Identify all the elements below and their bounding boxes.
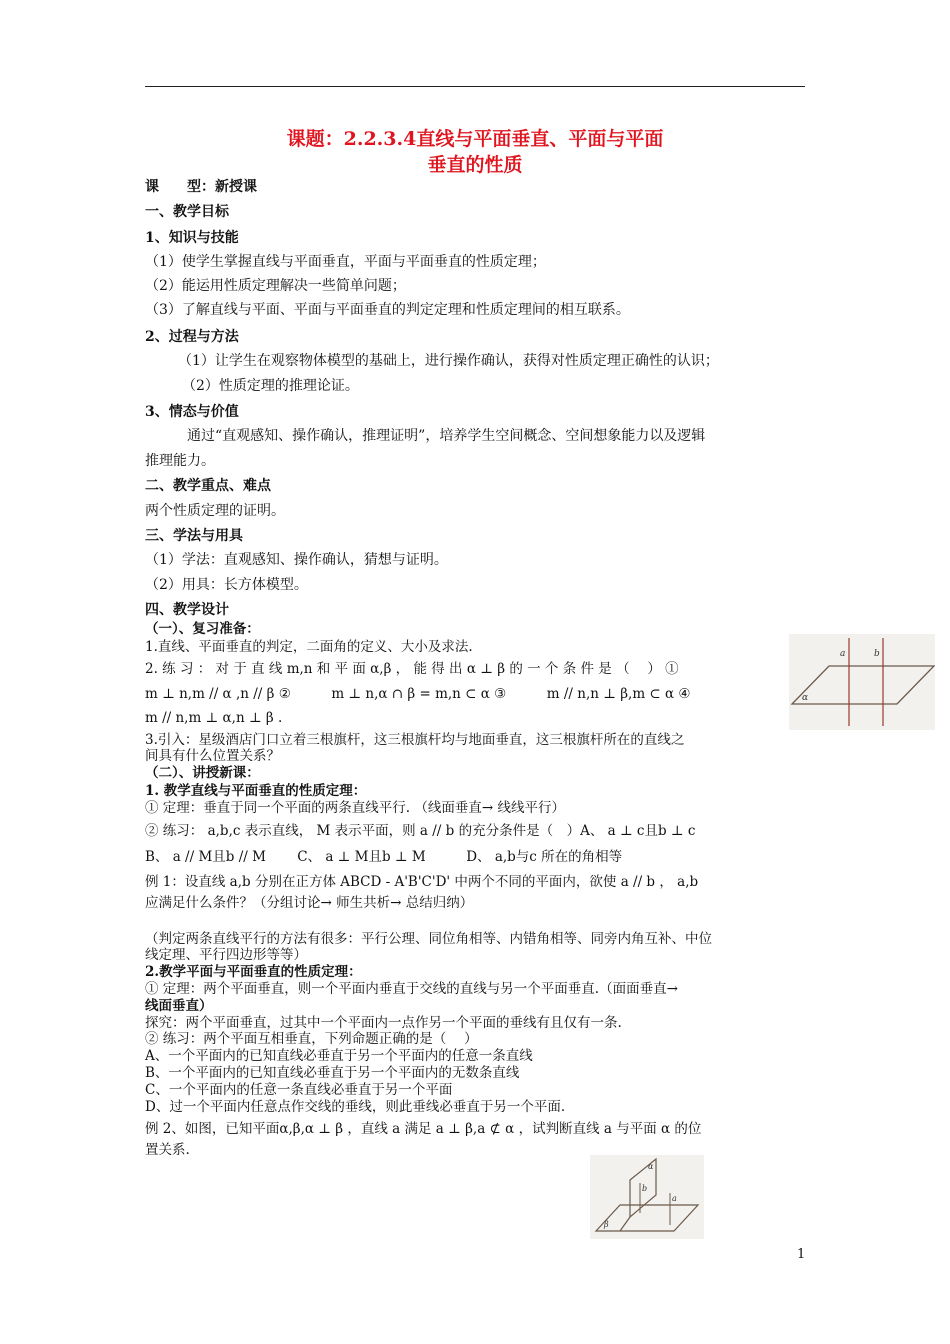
process-item: （2）性质定理的推理论证。 <box>182 378 359 394</box>
subheading-knowledge: 1、知识与技能 <box>145 230 239 246</box>
figure1-label-b: b <box>874 649 880 659</box>
goal-item: （2）能运用性质定理解决一些简单问题； <box>145 278 406 294</box>
section-heading-methods: 三、学法与用具 <box>145 528 243 544</box>
example-1: 应满足什么条件？（分组讨论→ 师生共析→ 总结归纳） <box>145 895 474 911</box>
theorem-2: 线面垂直） <box>145 998 213 1014</box>
exercise-2-option: D、过一个平面内任意点作交线的垂线，则此垂线必垂直于另一个平面. <box>145 1099 566 1115</box>
header-rule <box>145 86 805 87</box>
methods-item: （2）用具：长方体模型。 <box>145 577 308 593</box>
explore-text: 探究：两个平面垂直，过其中一个平面内一点作另一个平面的垂线有且仅有一条. <box>145 1015 622 1031</box>
section-heading-design: 四、教学设计 <box>145 602 229 618</box>
section-heading-goals: 一、教学目标 <box>145 204 229 220</box>
process-item: （1）让学生在观察物体模型的基础上，进行操作确认，获得对性质定理正确性的认识； <box>178 353 719 369</box>
note-text: 线定理、平行四边形等等） <box>145 947 307 963</box>
lesson-title-line2: 垂直的性质 <box>427 154 523 176</box>
class-type: 课 型：新授课 <box>145 179 257 195</box>
subheading-values: 3、情态与价值 <box>145 404 239 420</box>
figure1-label-a: a <box>840 649 846 659</box>
subheading-process: 2、过程与方法 <box>145 329 239 345</box>
theorem-1: ① 定理：垂直于同一个平面的两条直线平行. （线面垂直→ 线线平行） <box>145 800 565 816</box>
figure-perpendicular-planes <box>590 1155 704 1239</box>
methods-item: （1）学法：直观感知、操作确认，猜想与证明。 <box>145 552 448 568</box>
page-number: 1 <box>797 1247 806 1262</box>
theorem-heading-2: 2.教学平面与平面垂直的性质定理： <box>145 964 362 980</box>
intro-text: 间具有什么位置关系？ <box>145 748 280 764</box>
exercise-2-option: C、一个平面内的任意一条直线必垂直于另一个平面 <box>145 1082 453 1098</box>
figure-plane-two-perpendicular-lines <box>789 634 935 730</box>
theorem-heading-1: 1. 教学直线与平面垂直的性质定理： <box>145 783 367 799</box>
review-item: 1.直线、平面垂直的判定，二面角的定义、大小及求法. <box>145 639 473 655</box>
lesson-title-line1: 课题：2.2.3.4直线与平面垂直、平面与平面 <box>286 128 664 150</box>
exercise-options: m ⊥ n,m // α ,n // β ② m ⊥ n,α ∩ β = m,n ⊂ α ③ m // n,n ⊥ β,m ⊂ α ④ <box>145 686 691 702</box>
exercise-options: m // n,m ⊥ α,n ⊥ β . <box>145 710 283 726</box>
exercise-1: ② 练习： a,b,c 表示直线， M 表示平面，则 a // b 的充分条件是（ ）A、 a ⊥ c且b ⊥ c <box>145 823 696 839</box>
values-text: 通过“直观感知、操作确认，推理证明”，培养学生空间概念、空间想象能力以及逻辑 <box>187 428 706 444</box>
example-2: 置关系. <box>145 1142 190 1158</box>
goal-item: （3）了解直线与平面、平面与平面垂直的判定定理和性质定理间的相互联系。 <box>145 302 630 318</box>
figure2-label-a: a <box>672 1194 677 1203</box>
exercise-question: 2. 练 习 ： 对 于 直 线 m,n 和 平 面 α,β ， 能 得 出 α ⊥ β 的 一 个 条 件 是 （ ） ① <box>145 661 679 677</box>
exercise-2-option: B、一个平面内的已知直线必垂直于另一个平面内的无数条直线 <box>145 1065 520 1081</box>
goal-item: （1）使学生掌握直线与平面垂直，平面与平面垂直的性质定理； <box>145 254 546 270</box>
figure2-label-alpha: α <box>648 1162 654 1171</box>
exercise-2-option: A、一个平面内的已知直线必垂直于另一个平面内的任意一条直线 <box>145 1048 533 1064</box>
figure2-label-beta: β <box>604 1220 609 1229</box>
subsection-review: （一）、复习准备： <box>145 621 260 637</box>
exercise-2: ② 练习：两个平面互相垂直，下列命题正确的是（ ） <box>145 1031 478 1047</box>
figure1-label-alpha: α <box>802 693 809 703</box>
figure2-label-b: b <box>642 1184 648 1193</box>
subsection-new-lesson: （二）、讲授新课： <box>145 765 260 781</box>
theorem-2: ① 定理：两个平面垂直，则一个平面内垂直于交线的直线与另一个平面垂直.（面面垂直→ <box>145 981 678 997</box>
exercise-1-options: B、 a // M且b // M C、 a ⊥ M且b ⊥ M D、 a,b与c 所在的角相等 <box>145 849 623 865</box>
key-points-text: 两个性质定理的证明。 <box>145 503 285 519</box>
example-2: 例 2、如图，已知平面α,β,α ⊥ β ，直线 a 满足 a ⊥ β,a ⊄ α ，试判断直线 a 与平面 α 的位 <box>145 1121 702 1137</box>
intro-text: 3.引入：星级酒店门口立着三根旗杆，这三根旗杆均与地面垂直，这三根旗杆所在的直线之 <box>145 732 685 748</box>
section-heading-key-points: 二、教学重点、难点 <box>145 478 271 494</box>
example-1: 例 1：设直线 a,b 分别在正方体 ABCD - A'B'C'D' 中两个不同的平面内，欲使 a // b ， a,b <box>145 874 699 890</box>
values-text: 推理能力。 <box>145 453 215 469</box>
note-text: （判定两条直线平行的方法有很多：平行公理、同位角相等、内错角相等、同旁内角互补、中位 <box>145 931 712 947</box>
